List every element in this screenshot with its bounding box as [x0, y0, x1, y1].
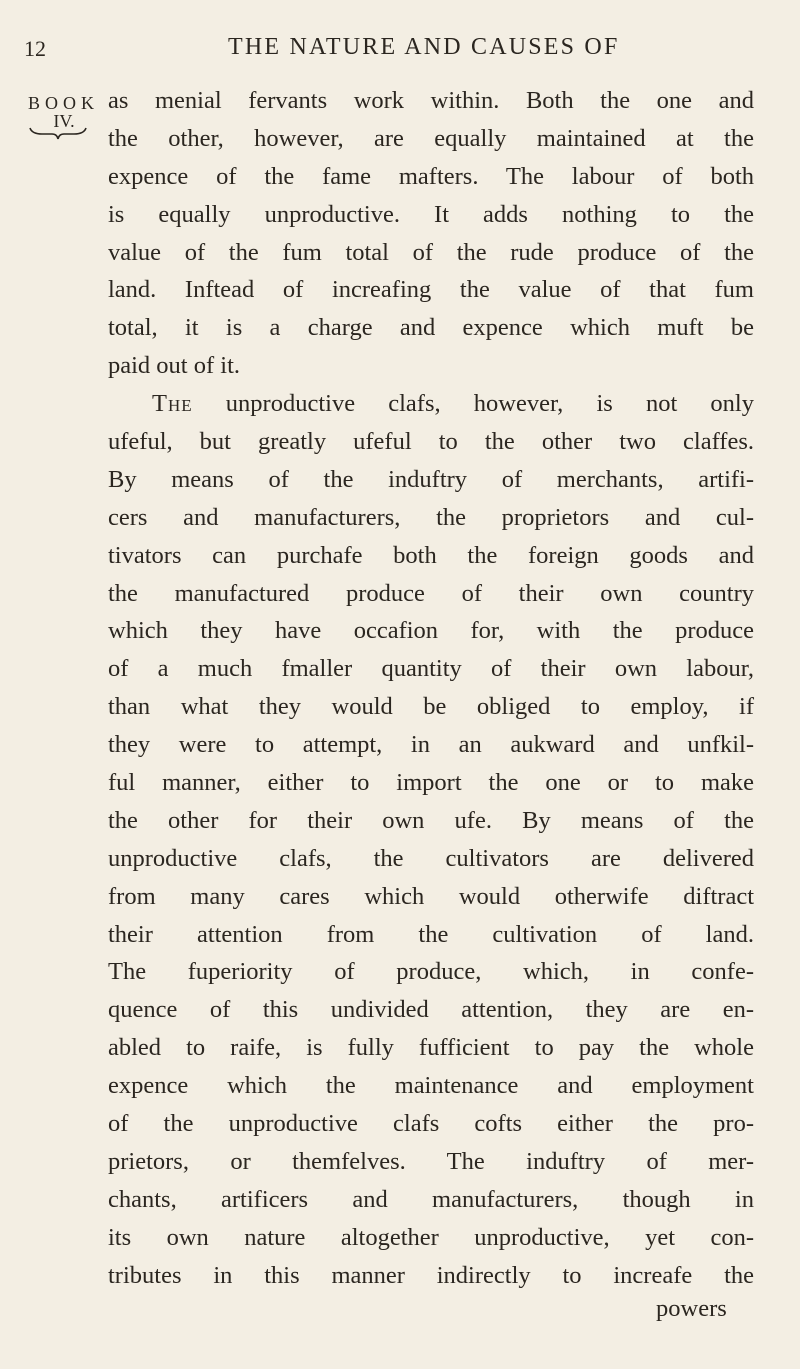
paragraph-lead-word: The [152, 390, 193, 418]
text-line: chants, artificers and manufacturers, though in [108, 1185, 754, 1213]
text-line [108, 385, 754, 423]
margin-note [28, 93, 100, 131]
text-line: from many cares which would otherwife diftract [108, 882, 754, 910]
text-line: of the unproductive clafs cofts either the pro- [108, 1110, 754, 1138]
text-line: abled to raife, is fully fufficient to pay the whole [108, 1034, 754, 1062]
text-line: they were to attempt, in an aukward and unfkil- [108, 731, 754, 759]
text-line: its own nature altogether unproductive, yet con- [108, 1223, 754, 1251]
text-line: unproductive clafs, the cultivators are delivered [108, 844, 754, 872]
text-line: their attention from the cultivation of land. [108, 920, 754, 948]
text-line: quence of this undivided attention, they are en- [108, 996, 754, 1024]
text-line: tivators can purchafe both the foreign goods and [108, 541, 754, 569]
text-line: land. Inftead of increafing the value of that fum [108, 276, 754, 304]
first-line-text: unproductive clafs, however, is not only [192, 390, 754, 418]
text-line: the other, however, are equally maintained at the [108, 124, 754, 152]
text-line: as menial fervants work within. Both the one and [108, 87, 754, 114]
text-line: which they have occafion for, with the produce [108, 617, 754, 645]
text-line: total, it is a charge and expence which muft be [108, 314, 754, 342]
text-line: of a much fmaller quantity of their own labour, [108, 655, 754, 683]
paragraph-1 [108, 82, 754, 385]
text-line: expence which the maintenance and employment [108, 1072, 754, 1100]
text-line: tributes in this manner indirectly to increafe the [108, 1261, 754, 1289]
text-line: expence of the fame mafters. The labour of both [108, 162, 754, 190]
text-line: the other for their own ufe. By means of the [108, 806, 754, 834]
text-line: By means of the induftry of merchants, artifi- [108, 465, 754, 493]
book-label: BOOK [28, 93, 100, 113]
text-line: The fuperiority of produce, which, in confe- [108, 958, 754, 986]
text-line: ful manner, either to import the one or to make [108, 769, 754, 797]
catchword: powers [656, 1295, 727, 1322]
running-title: THE NATURE AND CAUSES OF [228, 34, 620, 60]
page-number: 12 [24, 36, 46, 61]
text-line: cers and manufacturers, the proprietors and cul- [108, 503, 754, 531]
text-line: than what they would be obliged to employ, if [108, 693, 754, 721]
text-line: the manufactured produce of their own country [108, 579, 754, 607]
book-number: IV. [53, 111, 75, 131]
brace-ornament-icon [28, 124, 88, 140]
running-head [0, 30, 800, 70]
text-line: paid out of it. [108, 352, 241, 380]
paragraph-2 [108, 385, 754, 1294]
text-line: ufeful, but greatly ufeful to the other two claffes. [108, 428, 754, 456]
text-line: value of the fum total of the rude produce of the [108, 238, 754, 266]
body-text [108, 82, 754, 1295]
text-line: is equally unproductive. It adds nothing to the [108, 200, 754, 228]
text-line: prietors, or themfelves. The induftry of mer- [108, 1147, 754, 1175]
